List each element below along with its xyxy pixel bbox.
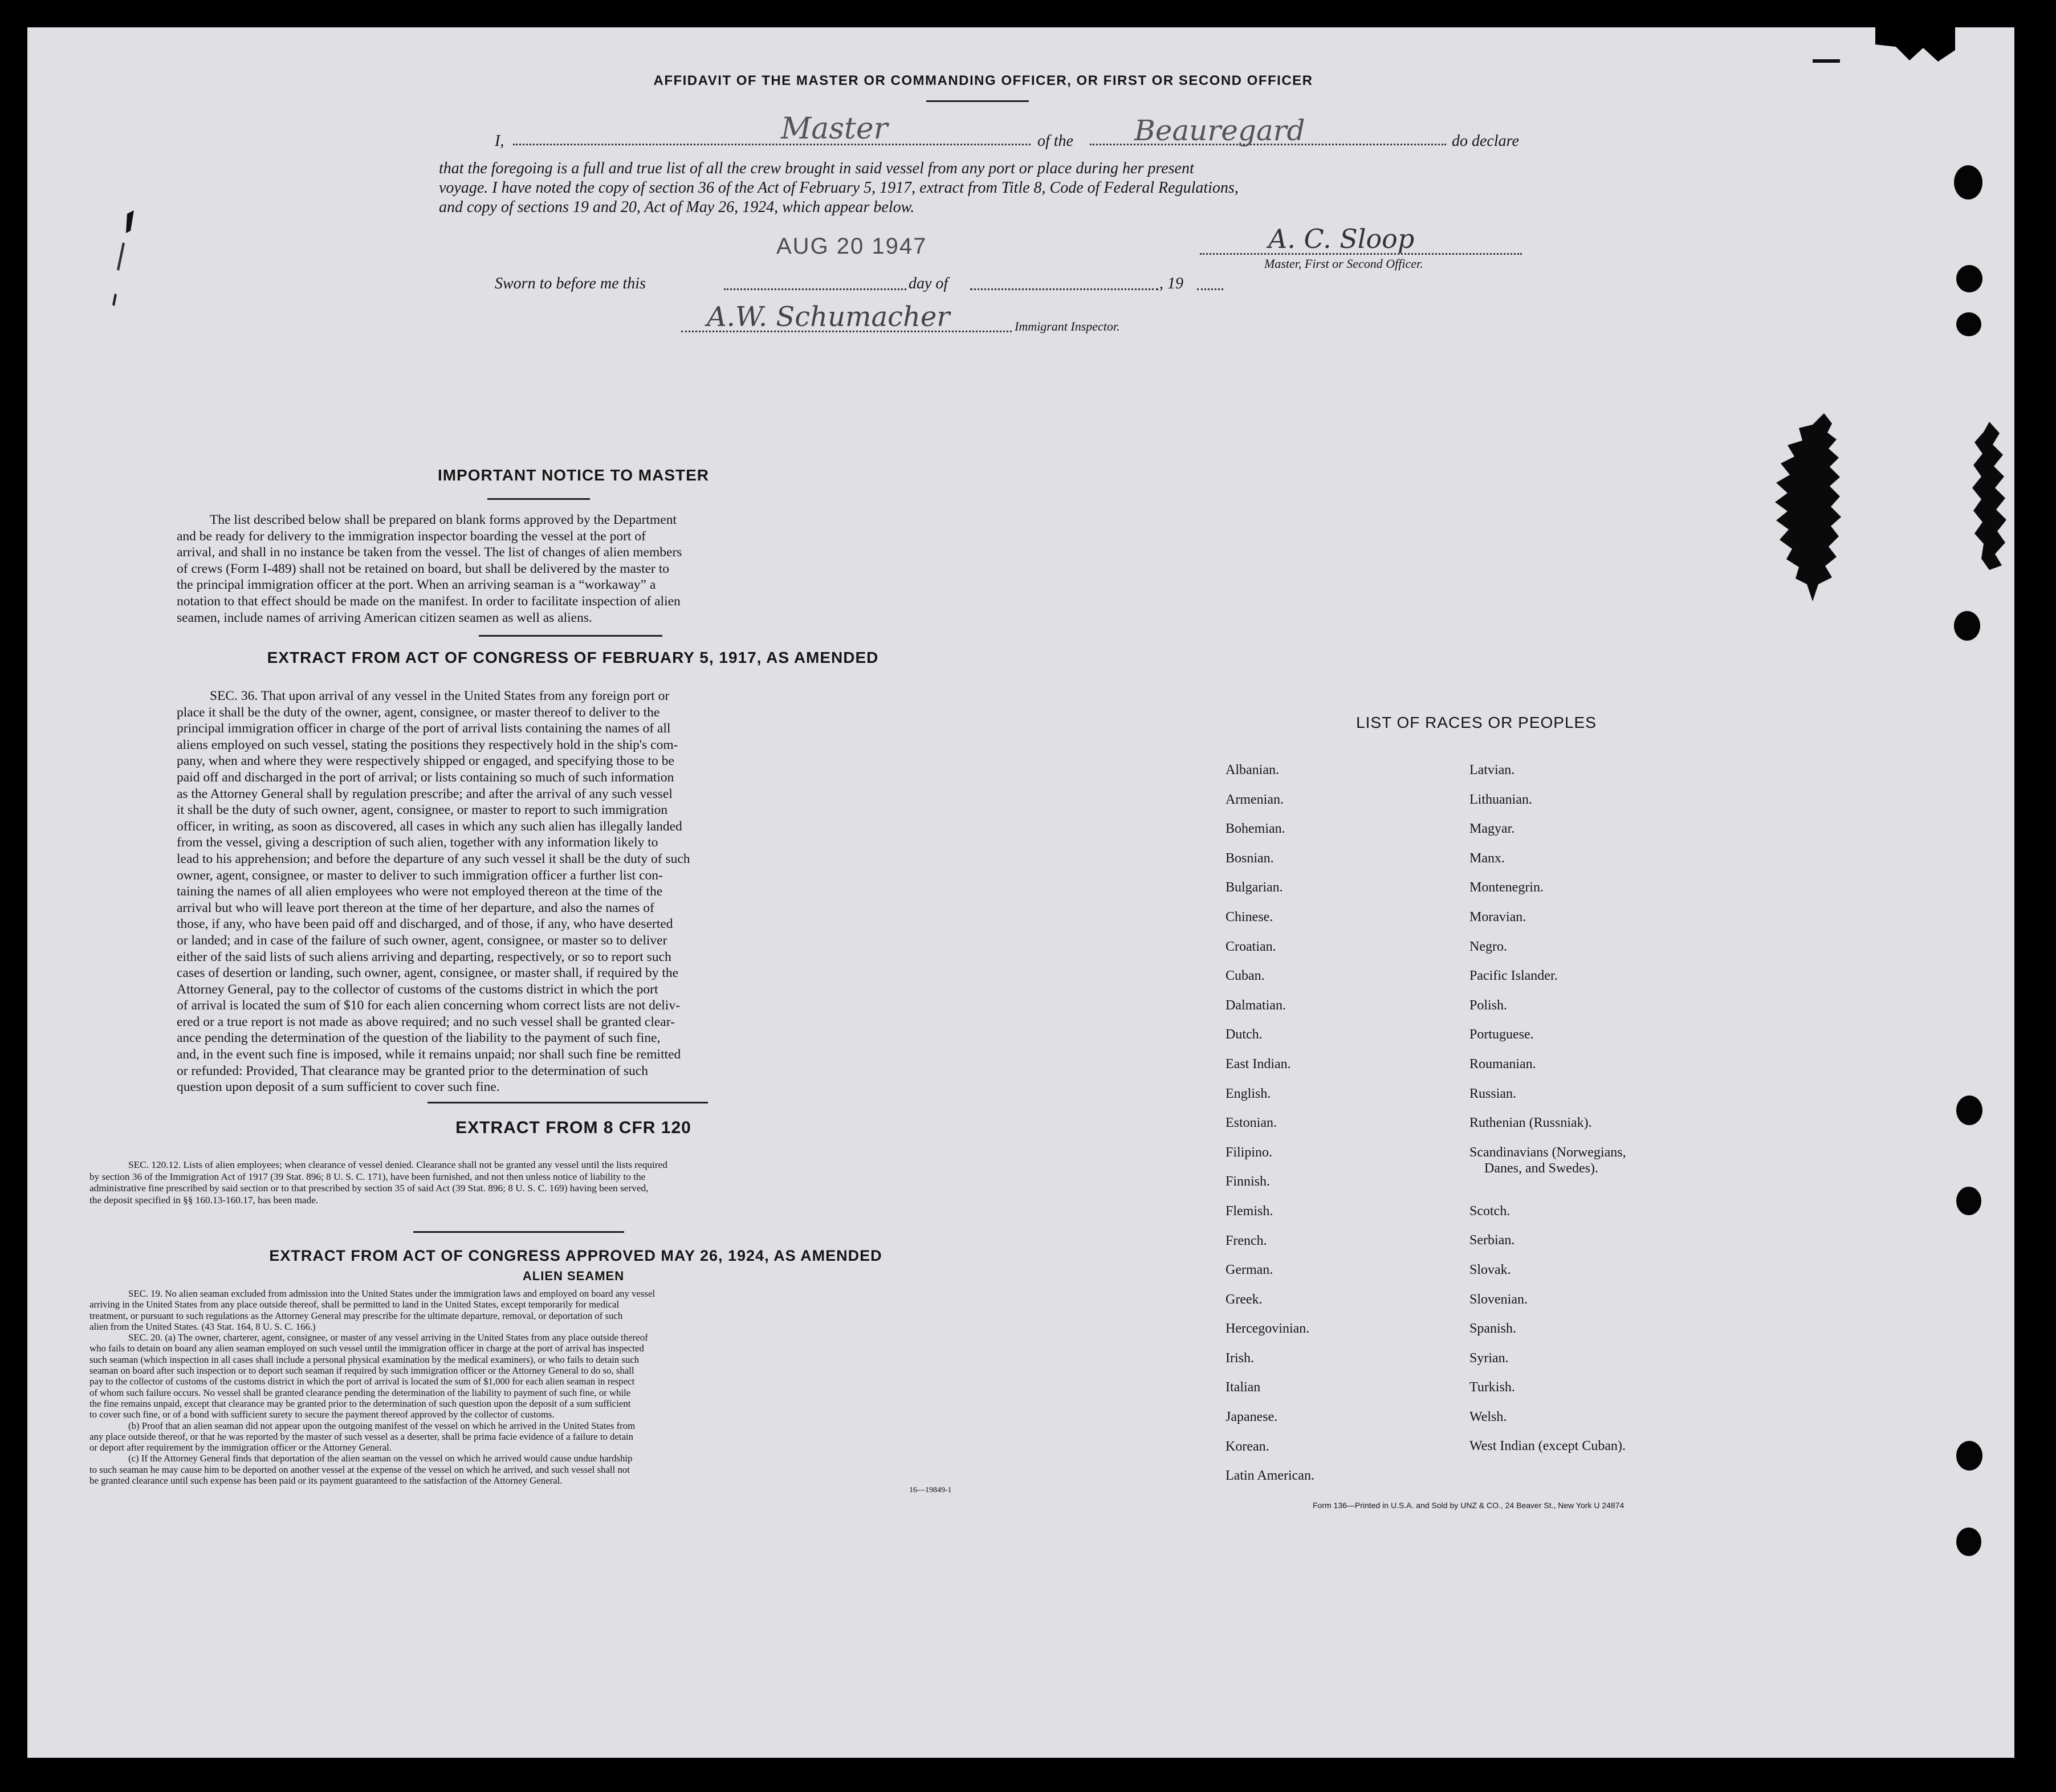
name-dotted-line (513, 144, 1031, 145)
binder-hole (1954, 165, 1982, 199)
notice-heading: IMPORTANT NOTICE TO MASTER (437, 466, 710, 484)
notice-paragraph (177, 512, 872, 626)
master-handwriting: Master (781, 112, 888, 146)
sec36-line: owner, agent, consignee, or master to deliver to such immigration officer a further list con- (177, 868, 663, 883)
race-item: East Indian. (1226, 1056, 1291, 1072)
race-item: Negro. (1469, 939, 1507, 954)
sec-line: to cover such fine, or of a bond with sufficient surety to secure the payment thereof approved by the collector of customs. (89, 1409, 555, 1420)
race-item: Portuguese. (1469, 1027, 1534, 1042)
sec36-line: cases of desertion or landing, such owner, agent, consignee, or master shall, if required by the (177, 966, 679, 981)
sec-line: to such seaman he may cause him to be deported on another vessel at the expense of the vessel on which he arrived, and such vessel shall not (89, 1464, 630, 1475)
affidavit-i-label: I, (495, 132, 504, 150)
sec36-line: or landed; and in case of the failure of such owner, agent, consignee, or master so to deliver (177, 932, 667, 948)
race-item: Bulgarian. (1226, 880, 1283, 895)
sec-line: SEC. 20. (a) The owner, charterer, agent, consignee, or master of any vessel arriving in the United States from any place outside thereof (128, 1332, 648, 1343)
of-the-label: of the (1037, 132, 1073, 150)
printer-footer: Form 136—Printed in U.S.A. and Sold by UNZ & CO., 24 Beaver St., New York U 24874 (1313, 1501, 1625, 1510)
binder-hole (1956, 1441, 1982, 1471)
binder-hole (1956, 1528, 1981, 1556)
race-item: Greek. (1226, 1292, 1263, 1307)
sec-line: of whom such failure occurs. No vessel shall be granted clearance pending the determination of the liability to payment of such fine, or while (89, 1387, 631, 1398)
year-label: , 19 (1159, 275, 1183, 292)
race-item: Irish. (1226, 1350, 1254, 1366)
corner-tab (1875, 27, 1955, 73)
sec36-line: place it shall be the duty of the owner, agent, consignee, or master thereof to deliver to the (177, 704, 660, 720)
race-item: Slovenian. (1469, 1292, 1528, 1307)
sec-line: (c) If the Attorney General finds that deportation of the alien seaman on the vessel on which he arrived would cause undue hardship (128, 1453, 633, 1464)
notice-line: notation to that effect should be made on the manifest. In order to facilitate inspection of alien (177, 593, 681, 609)
sec36-line: paid off and discharged in the port of arrival; or lists containing so much of such information (177, 769, 674, 785)
binder-hole (1956, 1187, 1981, 1215)
sec36-line: or refunded: Provided, That clearance may be granted prior to the determination of such (177, 1063, 648, 1078)
cfr-line: by section 36 of the Immigration Act of 1917 (39 Stat. 896; 8 U. S. C. 171), have been furnished, and not then unless notice of liability to the (89, 1171, 646, 1182)
sec36-line: lead to his apprehension; and before the departure of any such vessel it shall be the duty of such (177, 851, 690, 866)
cfr-line: administrative fine prescribed by said section or to that prescribed by section 35 of said Act (39 Stat. 896; 8 U. S. C. 169) having been served, (89, 1183, 649, 1194)
sec-line: the fine remains unpaid, except that clearance may be granted prior to the determination of such question upon the deposit of a sum sufficient (89, 1398, 631, 1409)
race-item: Latvian. (1469, 763, 1515, 777)
race-item: Italian (1226, 1380, 1261, 1395)
race-item: Filipino. (1226, 1145, 1273, 1160)
sec36-line: ered or a true report is not made as above required; and no such vessel shall be granted clear- (177, 1014, 675, 1029)
race-item: Bosnian. (1226, 850, 1274, 866)
race-item: Manx. (1469, 850, 1505, 866)
sec-line: who fails to detain on board any alien seaman employed on such vessel until the immigration officer in charge at the port of arrival has inspected (89, 1343, 644, 1354)
form-code: 16—19849-1 (909, 1486, 952, 1494)
race-item: Armenian. (1226, 792, 1284, 807)
race-item: Flemish. (1226, 1203, 1273, 1219)
declaration-line-3: and copy of sections 19 and 20, Act of May 26, 1924, which appear below. (439, 198, 915, 216)
sec-line: arriving in the United States from any place outside thereof, shall be permitted to land in the United States, except temporarily for medical (89, 1299, 620, 1310)
notice-line: arrival, and shall in no instance be taken from the vessel. The list of changes of alien members (177, 545, 682, 560)
sec-line: pay to the collector of customs of the customs district in which the port of arrival is located the sum of $1,000 for each alien seaman in respect (89, 1376, 635, 1387)
declaration-line-1: that the foregoing is a full and true list of all the crew brought in said vessel from any port or place during her present (439, 160, 1194, 177)
sec-line: seaman on board after such inspection or to deport such seaman if required by such immigration officer or the Attorney General to do so, shall (89, 1365, 634, 1376)
race-item: Dutch. (1226, 1027, 1263, 1042)
date-stamp: AUG 20 1947 (776, 234, 927, 259)
race-item: Russian. (1469, 1086, 1517, 1101)
declaration-line-2: voyage. I have noted the copy of section 36 of the Act of February 5, 1917, extract from Title 8, Code of Federal Regulations, (439, 179, 1239, 197)
sec36-line: either of the said lists of such aliens arriving and departing, respectively, or so to report such (177, 949, 671, 964)
inspector-label: Immigrant Inspector. (1015, 319, 1120, 333)
race-item: Japanese. (1226, 1410, 1278, 1425)
race-item: French. (1226, 1233, 1267, 1248)
master-signature: A. C. Sloop (1268, 223, 1415, 254)
cfr-line: the deposit specified in §§ 160.13-160.17, has been made. (89, 1194, 319, 1205)
notice-rule (487, 498, 590, 500)
section-rule (413, 1231, 624, 1233)
notice-line: the principal immigration officer at the port. When an arriving seaman is a “workaway” a (177, 577, 656, 593)
race-item: Slovak. (1469, 1262, 1511, 1277)
race-item: Welsh. (1469, 1409, 1507, 1424)
sec-line: treatment, or pursuant to such regulations as the Attorney General may prescribe for the ultimate departure, removal, or deportation of such (89, 1310, 623, 1321)
sec36-line: question upon deposit of a sum sufficient to cover such fine. (177, 1080, 500, 1095)
race-item: Hercegovinian. (1226, 1321, 1310, 1337)
races-left-column (1226, 763, 1454, 1498)
race-item: Latin American. (1226, 1468, 1314, 1484)
race-item: Croatian. (1226, 939, 1276, 954)
section-rule (428, 1102, 708, 1103)
race-item: Cuban. (1226, 968, 1265, 984)
race-item: Moravian. (1469, 909, 1526, 924)
alien-seamen-subheading: ALIEN SEAMEN (522, 1269, 625, 1283)
race-item: Bohemian. (1226, 821, 1285, 837)
sworn-day-line (724, 288, 906, 290)
race-item: Dalmatian. (1226, 997, 1286, 1013)
races-right-column (1469, 763, 1754, 1468)
sec36-line: aliens employed on such vessel, stating the positions they respectively hold in the ship's com- (177, 737, 678, 752)
sec-line: alien from the United States. (43 Stat. 164, 8 U. S. C. 166.) (89, 1321, 316, 1332)
races-heading: LIST OF RACES OR PEOPLES (1356, 714, 1597, 731)
race-item: Lithuanian. (1469, 792, 1532, 807)
notice-line: seamen, include names of arriving American citizen seamen as well as aliens. (177, 610, 592, 625)
inspector-signature: A.W. Schumacher (707, 301, 950, 333)
race-item: Serbian. (1469, 1233, 1515, 1248)
race-item: Ruthenian (Russniak). (1469, 1115, 1592, 1131)
sec36-line: of arrival is located the sum of $10 for each alien concerning whom correct lists are not deliv- (177, 998, 680, 1013)
vessel-handwriting: Beauregard (1134, 114, 1305, 147)
binder-hole (1956, 265, 1982, 292)
sec36-line: principal immigration officer in charge of the port of arrival lists containing the names of all (177, 721, 671, 736)
section-rule (479, 635, 662, 637)
binder-hole (1954, 611, 1980, 641)
race-item: Magyar. (1469, 821, 1515, 837)
torn-edge-mark (1773, 413, 1858, 601)
sec36-line: ance pending the determination of the question of the liability to the payment of such fine, (177, 1031, 661, 1046)
race-item: West Indian (except Cuban). (1469, 1439, 1626, 1454)
extract-1924-body (89, 1288, 962, 1486)
sec36-line: officer, in writing, as soon as discovered, all cases in which any such alien has illegally landed (177, 818, 682, 834)
extract-1917-body (177, 688, 872, 1095)
sec-line: or deport after requirement by the immigration officer or the Attorney General. (89, 1442, 392, 1453)
do-declare-label: do declare (1452, 132, 1519, 150)
race-item: Albanian. (1226, 763, 1279, 777)
sec36-line: pany, when and where they were respectively shipped or engaged, and specifying those to be (177, 754, 674, 769)
sec-line: such seaman (which inspection in all cases shall include a personal physical examination by the medical examiners), or who fails to detain such (89, 1354, 640, 1365)
sec36-line: from the vessel, giving a description of such alien, together with any information likely to (177, 835, 658, 850)
extract-1924-heading: EXTRACT FROM ACT OF CONGRESS APPROVED MAY 26, 1924, AS AMENDED (269, 1247, 882, 1264)
race-item: Montenegrin. (1469, 880, 1544, 895)
sec36-line: as the Attorney General shall by regulation prescribe; and after the arrival of any such vessel (177, 786, 673, 801)
race-item: English. (1226, 1086, 1271, 1101)
sec36-line: SEC. 36. That upon arrival of any vessel in the United States from any foreign port or (210, 689, 670, 703)
cfr-body (89, 1159, 962, 1206)
sec36-line: those, if any, who have been paid off and discharged, and of those, if any, who have deserted (177, 917, 673, 932)
signature-label: Master, First or Second Officer. (1264, 256, 1423, 271)
sec36-line: taining the names of all alien employees who were not employed thereon at the time of the (177, 884, 663, 899)
heading-rule (926, 100, 1029, 102)
year-line (1197, 288, 1223, 290)
race-item: Roumanian. (1469, 1056, 1536, 1072)
extract-1917-heading: EXTRACT FROM ACT OF CONGRESS OF FEBRUARY 5, 1917, AS AMENDED (267, 649, 879, 666)
race-item: Spanish. (1469, 1321, 1517, 1337)
pen-mark (111, 208, 140, 311)
binder-hole (1956, 312, 1981, 336)
sec36-line: it shall be the duty of such owner, agent, consignee, or master to report to such immigration (177, 803, 668, 818)
race-item: Pacific Islander. (1469, 968, 1558, 984)
race-item: Finnish. (1226, 1174, 1271, 1190)
binder-hole (1956, 1095, 1982, 1125)
notice-line: of crews (Form I-489) shall not be retained on board, but shall be delivered by the master to (177, 561, 670, 576)
race-item: Estonian. (1226, 1115, 1277, 1131)
sec36-line: Attorney General, pay to the collector of customs of the customs district in which the port (177, 981, 658, 997)
race-item: Syrian. (1469, 1350, 1509, 1366)
sec-line: SEC. 19. No alien seaman excluded from admission into the United States under the immigration laws and employed on board any vessel (128, 1288, 656, 1299)
notice-line: and be ready for delivery to the immigration inspector boarding the vessel at the port of (177, 528, 646, 544)
edge-mark (1813, 59, 1840, 63)
torn-edge-mark (1967, 422, 2018, 570)
cfr-heading: EXTRACT FROM 8 CFR 120 (455, 1118, 691, 1137)
sec36-line: and, in the event such fine is imposed, while it remains unpaid; nor shall such fine be remitted (177, 1047, 681, 1062)
sec-line: any place outside thereof, or that he was reported by the master of such vessel as a deserter, shall be prima facie evidence of a failure to detain (89, 1431, 634, 1442)
sec-line: (b) Proof that an alien seaman did not appear upon the outgoing manifest of the vessel on which he arrived in the United States from (128, 1420, 636, 1431)
sec-line: be granted clearance until such expense has been paid or its payment guaranteed to the satisfaction of the Attorney General. (89, 1475, 563, 1486)
race-item: Polish. (1469, 997, 1508, 1013)
cfr-line: SEC. 120.12. Lists of alien employees; when clearance of vessel denied. Clearance shall not be granted any vessel until the lists required (128, 1159, 667, 1170)
day-of-label: day of (909, 275, 948, 292)
notice-line: The list described below shall be prepared on blank forms approved by the Department (210, 512, 677, 527)
affidavit-heading: AFFIDAVIT OF THE MASTER OR COMMANDING OFFICER, OR FIRST OR SECOND OFFICER (653, 73, 1313, 88)
race-item: Scotch. (1469, 1203, 1511, 1219)
sworn-label: Sworn to before me this (495, 275, 646, 292)
race-item: Chinese. (1226, 909, 1273, 924)
sworn-month-line (970, 288, 1158, 290)
sec36-line: arrival but who will leave port thereon at the time of her departure, and also the names of (177, 900, 654, 915)
race-item: Turkish. (1469, 1380, 1515, 1395)
race-item: Scandinavians (Norwegians, (1469, 1145, 1626, 1160)
race-item: German. (1226, 1262, 1273, 1278)
race-item: Danes, and Swedes). (1484, 1160, 1598, 1176)
race-item: Korean. (1226, 1439, 1269, 1454)
